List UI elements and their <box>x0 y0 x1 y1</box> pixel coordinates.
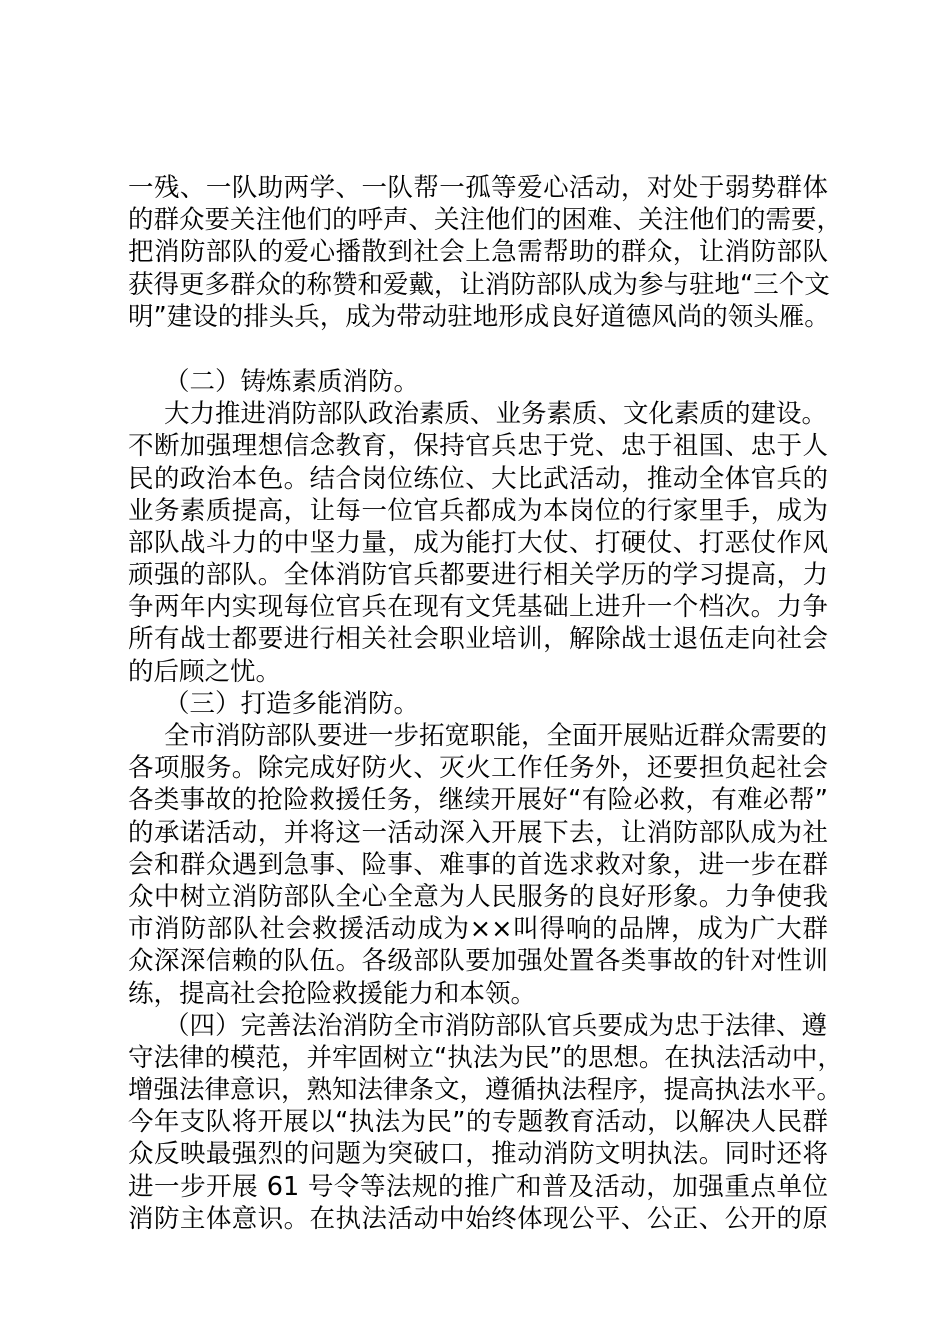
paragraph-line: 明”建设的排头兵，成为带动驻地形成良好道德风尚的领头雁。 <box>128 301 830 332</box>
section-3-heading <box>128 688 828 720</box>
paragraph-line: 业务素质提高，让每一位官兵都成为本岗位的行家里手，成为 <box>128 495 828 526</box>
paragraph-line: 的承诺活动，并将这一活动深入开展下去，让消防部队成为社 <box>128 817 828 848</box>
paragraph-line: 争两年内实现每位官兵在现有文凭基础上进升一个档次。力争 <box>128 592 828 623</box>
paragraph-line: 今年支队将开展以“执法为民”的专题教育活动，以解决人民群 <box>128 1107 828 1138</box>
paragraph-line: 把消防部队的爱心播散到社会上急需帮助的群众，让消防部队 <box>128 237 828 268</box>
paragraph-line: （四）完善法治消防全市消防部队官兵要成为忠于法律、遵 <box>164 1010 828 1041</box>
paragraph-line: 的后顾之忧。 <box>128 656 282 687</box>
paragraph-line: 会和群众遇到急事、险事、难事的首选求救对象，进一步在群 <box>128 849 828 880</box>
intro-paragraph <box>128 172 843 333</box>
paragraph-line: 市消防部队社会救援活动成为××叫得响的品牌，成为广大群 <box>128 914 828 945</box>
section-heading-line: （二）铸炼素质消防。 <box>164 366 420 397</box>
paragraph-spacer <box>128 333 828 366</box>
document-body <box>128 172 843 1235</box>
section-4-paragraph <box>128 1010 843 1235</box>
paragraph-line: 顽强的部队。全体消防官兵都要进行相关学历的学习提高，力 <box>128 560 828 591</box>
section-heading-line: （三）打造多能消防。 <box>164 688 420 719</box>
paragraph-line: 部队战斗力的中坚力量，成为能打大仗、打硬仗、打恶仗作风 <box>128 527 828 558</box>
paragraph-line: 一残、一队助两学、一队帮一孤等爱心活动，对处于弱势群体 <box>128 173 828 203</box>
paragraph-line: 所有战士都要进行相关社会职业培训，解除战士退伍走向社会 <box>128 624 828 655</box>
paragraph-line: 消防主体意识。在执法活动中始终体现公平、公正、公开的原 <box>128 1203 828 1234</box>
paragraph-line: 众深深信赖的队伍。各级部队要加强处置各类事故的针对性训 <box>128 946 828 977</box>
paragraph-line: 进一步开展 61 号令等法规的推广和普及活动，加强重点单位 <box>128 1171 828 1202</box>
section-3-paragraph <box>128 720 828 1010</box>
section-2-heading <box>128 366 828 398</box>
paragraph-line: 练，提高社会抢险救援能力和本领。 <box>128 978 537 1009</box>
paragraph-line: 各项服务。除完成好防火、灭火工作任务外，还要担负起社会 <box>128 753 828 784</box>
paragraph-line: 大力推进消防部队政治素质、业务素质、文化素质的建设。 <box>164 399 828 430</box>
paragraph-line: 民的政治本色。结合岗位练位、大比武活动，推动全体官兵的 <box>128 463 828 494</box>
paragraph-line: 不断加强理想信念教育，保持官兵忠于党、忠于祖国、忠于人 <box>128 431 828 462</box>
paragraph-line: 守法律的模范，并牢固树立“执法为民”的思想。在执法活动中， <box>128 1042 843 1073</box>
paragraph-line: 各类事故的抢险救援任务，继续开展好“有险必救，有难必帮” <box>128 785 828 816</box>
paragraph-line: 全市消防部队要进一步拓宽职能，全面开展贴近群众需要的 <box>164 721 828 751</box>
paragraph-line: 众中树立消防部队全心全意为人民服务的良好形象。力争使我 <box>128 881 828 912</box>
paragraph-line: 的群众要关注他们的呼声、关注他们的困难、关注他们的需要， <box>128 205 843 236</box>
paragraph-line: 增强法律意识，熟知法律条文，遵循执法程序，提高执法水平。 <box>128 1075 843 1106</box>
paragraph-line: 获得更多群众的称赞和爱戴，让消防部队成为参与驻地“三个文 <box>128 269 830 300</box>
paragraph-line: 众反映最强烈的问题为突破口，推动消防文明执法。同时还将 <box>128 1139 828 1170</box>
section-2-paragraph <box>128 398 828 688</box>
